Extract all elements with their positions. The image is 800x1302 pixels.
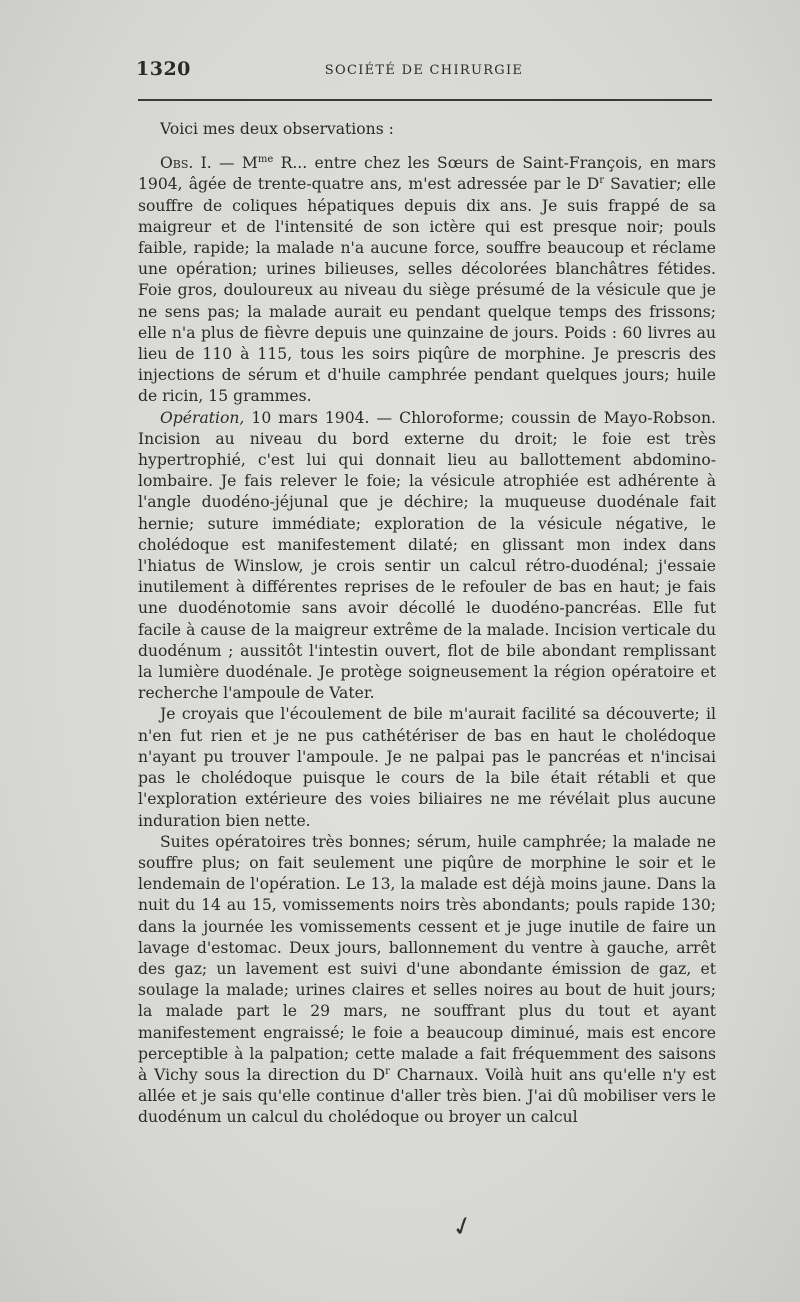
- operation-label: Opération,: [160, 408, 245, 427]
- doctor-superscript: r: [599, 175, 605, 187]
- suites-text: Suites opératoires très bonnes; sérum, huile camphrée; la malade ne souffre plus; on fait seulement une piqûre de morphine le soir et le lendemain de l'opération. Le 13, la malade est déjà moins jaune. Dans la nuit du 14 au 15, vomissements noirs très abondants; pouls rapide 130; dans la journée les vomissements cessent et je juge inutile de faire un lavage d'estomac. Deux jours, ballonnement du ventre à gauche, arrêt des gaz; un lavement est suivi d'une abondante émission de gaz, et soulage la malade; urines claires et selles noires au bout de huit jours; la malade part le 29 mars, ne souffrant plus du tout et ayant manifestement engraissé; le foie a beaucoup diminué, mais est encore perceptible à la palpation; cette malade a fait fréquemment des saisons à Vichy sous la direction du D: [138, 832, 716, 1084]
- operation-paragraph: [138, 408, 716, 705]
- header-rule: [138, 99, 712, 101]
- page-header: [136, 58, 712, 88]
- operation-text: 10 mars 1904. — Chloroforme; coussin de Mayo-Robson. Incision au niveau du bord externe du droit; le foie est très hypertrophié, c'est lui qui donnait lieu au ballottement abdomino-lombaire. Je fais relever le foie; la vésicule atrophiée est adhérente à l'angle duodéno-jéjunal que je déchire; la muqueuse duodénale fait hernie; suture immédiate; exploration de la vésicule négative, le cholédoque est manifestement dilaté; en glissant mon index dans l'hiatus de Winslow, je crois sentir un calcul rétro-duodénal; j'essaie inutilement à différentes reprises de le refouler de bas en haut; je fais une duodénotomie sans avoir décollé le duodéno-pancréas. Elle fut facile à cause de la maigreur extrême de la malade. Incision verticale du duodénum ; aussitôt l'intestin ouvert, flot de bile abondant remplissant la lumière duodénale. Je protège soigneusement la région opératoire et recherche l'ampoule de Vater.: [138, 408, 716, 703]
- observation-1-paragraph: [138, 153, 716, 407]
- paragraph-suites: [138, 832, 716, 1129]
- paragraph-bile: Je croyais que l'écoulement de bile m'aurait facilité sa découverte; il n'en fut rien et je ne pus cathétériser de bas en haut le cholédoque n'ayant pu trouver l'ampoule. Je ne palpai pas le pancréas et n'incisai pas le cholédoque puisque le cours de la bile était rétabli et que l'exploration extérieure des voies biliaires ne me révélait plus aucune induration bien nette.: [138, 705, 716, 830]
- title-superscript: me: [257, 154, 274, 166]
- intro-line: Voici mes deux observations :: [160, 120, 394, 138]
- page-number: 1320: [136, 58, 191, 80]
- running-title: SOCIÉTÉ DE CHIRURGIE: [324, 63, 524, 78]
- body-text: [138, 119, 716, 1129]
- doctor-superscript-2: r: [385, 1065, 390, 1077]
- observation-label: Obs. I.: [160, 154, 212, 173]
- observation-1-text-cont: Savatier; elle souffre de coliques hépatiques depuis dix ans. Je suis frappé de sa maigreur et de l'intensité de son ictère qui est presque noir; pouls faible, rapide; la malade n'a aucune force, souffre beaucoup et réclame une opération; urines bilieuses, selles décolorées blanchâtres fétides. Foie gros, douloureux au niveau du siège présumé de la vésicule que je ne sens pas; la malade aurait eu pendant quelque temps des frissons; elle n'a plus de fièvre depuis une quinzaine de jours. Poids : 60 livres au lieu de 110 à 115, tous les soirs piqûre de morphine. Je prescris des injections de sérum et d'huile camphrée pendant quelques jours; huile de ricin, 15 grammes.: [138, 175, 716, 406]
- observation-dash: — M: [211, 154, 258, 173]
- check-mark-icon: ✓: [447, 1209, 478, 1245]
- observation-1-text: R... entre chez les Sœurs de Saint-François, en mars 1904, âgée de trente-quatre ans, m'est adressée par le D: [138, 154, 716, 194]
- suites-text-cont: Charnaux. Voilà huit ans qu'elle n'y est allée et je sais qu'elle continue d'aller très bien. J'ai dû mobiliser vers le duodénum un calcul du cholédoque ou broyer un calcul: [138, 1065, 717, 1127]
